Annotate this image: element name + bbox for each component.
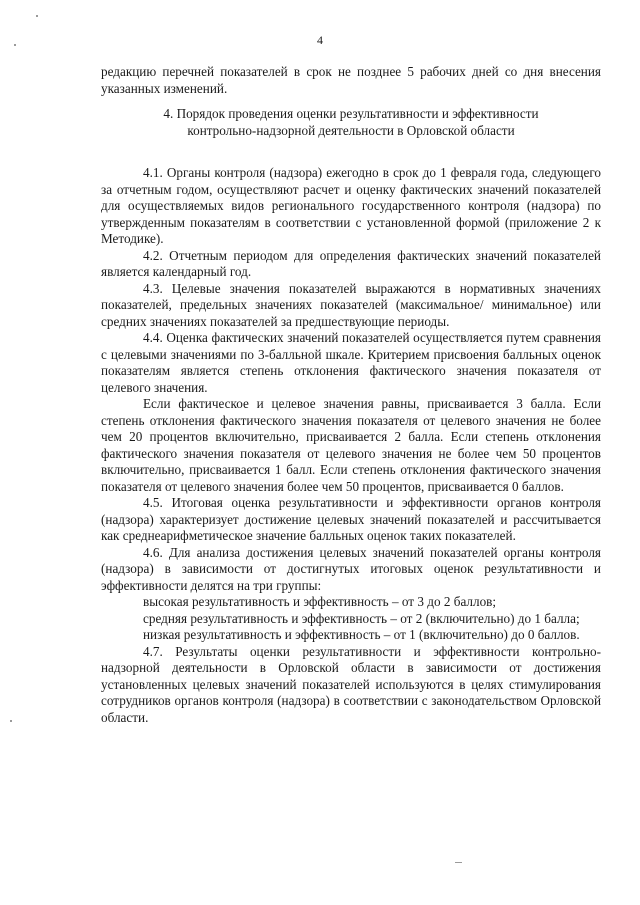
- group-medium: средняя результативность и эффективность – от 2 (включительно) до 1 балла;: [143, 610, 580, 626]
- section-heading: [101, 106, 601, 139]
- continuation-paragraph: редакцию перечней показателей в срок не позднее 5 рабочих дней со дня внесения указанных изменений.: [101, 64, 601, 96]
- scan-speck: [14, 44, 16, 46]
- group-high: высокая результативность и эффективность – от 3 до 2 баллов;: [143, 594, 497, 609]
- paragraph-4-2: 4.2. Отчетным периодом для определения фактических значений показателей является календарный год.: [101, 247, 601, 279]
- paragraph-4-4: 4.4. Оценка фактических значений показателей осуществляется путем сравнения с целевыми значениями по 3-балльной шкале. Критерием присвоения балльных оценок показателям является степень отклонения фактического значения показателя от целевого значения.: [101, 330, 601, 395]
- paragraph-scoring-rules: Если фактическое и целевое значения равны, присваивается 3 балла. Если степень отклонения фактического значения показателя от целевого значения не более чем 20 процентов включительно, присваивается 2 балла. Если степень отклонения фактического значения показателя от целевого значения не более чем 50 процентов включительно, присваивается 1 балл. Если степень отклонения фактического значения показателя от целевого значения более чем 50 процентов, присваивается 0 баллов.: [101, 396, 601, 494]
- scan-speck: [10, 720, 12, 722]
- paragraph-4-5: 4.5. Итоговая оценка результативности и эффективности органов контроля (надзора) характеризует достижение целевых значений показателей и рассчитывается как среднеарифметическое значение балльных оценок таких показателей.: [101, 495, 601, 543]
- document-body: [101, 64, 601, 726]
- paragraph-4-1: 4.1. Органы контроля (надзора) ежегодно в срок до 1 февраля года, следующего за отчетным годом, осуществляют расчет и оценку фактических значений показателей для осуществляемых видов регионального государственного контроля (надзора) по утвержденным показателям в соответствии с установленной формой (приложение 2 к Методике).: [101, 165, 601, 246]
- section-heading-line-2: контрольно-надзорной деятельности в Орловской области: [187, 122, 515, 138]
- paragraph-4-6: 4.6. Для анализа достижения целевых значений показателей органы контроля (надзора) в зависимости от достигнутых итоговых оценок результативности и эффективности делятся на три группы:: [101, 544, 601, 593]
- scan-speck: [36, 15, 38, 17]
- page-number: 4: [317, 33, 323, 47]
- scan-speck: [455, 862, 462, 863]
- group-low: низкая результативность и эффективность – от 1 (включительно) до 0 баллов.: [143, 627, 580, 642]
- paragraph-4-7: 4.7. Результаты оценки результативности и эффективности контрольно-надзорной деятельности в Орловской области в зависимости от достижения установленных целевых значений показателей используются в целях стимулирования сотрудников органов контроля (надзора) в соответствии с законодательством Орловской области.: [101, 643, 601, 725]
- paragraph-4-3: 4.3. Целевые значения показателей выражаются в нормативных значениях показателей, предельных значениях показателей (максимальное/ минимальное) или средних значениях показателей за предшествующие периоды.: [101, 280, 601, 329]
- section-heading-line-1: 4. Порядок проведения оценки результативности и эффективности: [163, 106, 539, 121]
